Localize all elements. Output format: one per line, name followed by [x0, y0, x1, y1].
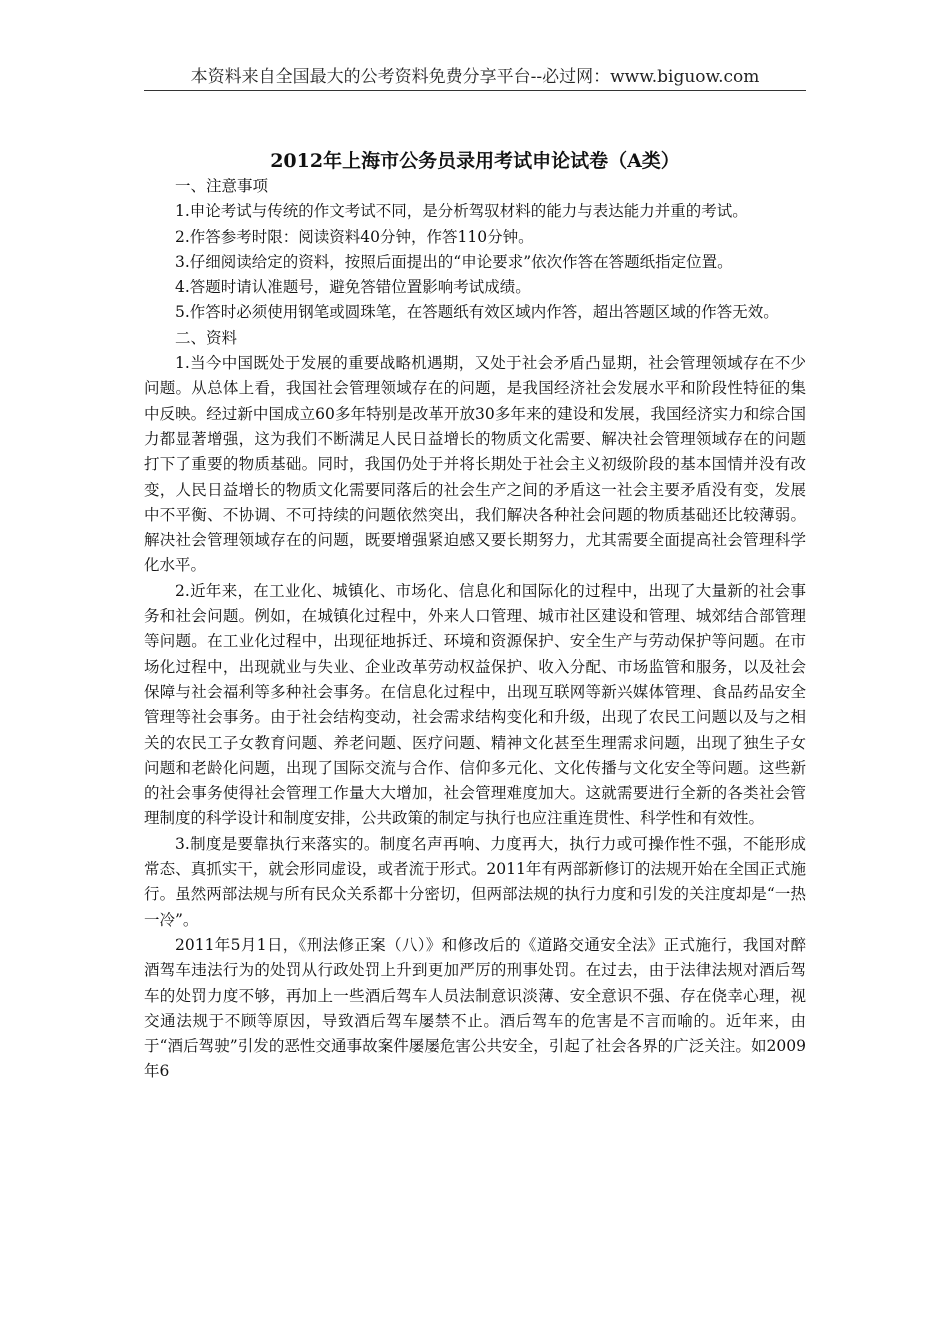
- note-item: 1.申论考试与传统的作文考试不同，是分析驾驭材料的能力与表达能力并重的考试。: [175, 202, 748, 221]
- note-item: 4.答题时请认准题号，避免答错位置影响考试成绩。: [175, 278, 531, 297]
- note-item: 3.仔细阅读给定的资料，按照后面提出的“申论要求”依次作答在答题纸指定位置。: [175, 252, 733, 271]
- note-item: 2.作答参考时限：阅读资料40分钟，作答110分钟。: [175, 227, 534, 246]
- material-paragraph: 2011年5月1日，《刑法修正案（八）》和修改后的《道路交通安全法》正式施行，我国对醉酒驾车违法行为的处罚从行政处罚上升到更加严厉的刑事处罚。在过去，由于法律法规对酒后驾车的处罚力度不够，再加上一些酒后驾车人员法制意识淡薄、安全意识不强、存在侥幸心理，视交通法规于不顾等原因，导致酒后驾车屡禁不止。酒后驾车的危害是不言而喻的。近年来，由于“酒后驾驶”引发的恶性交通事故案件屡屡危害公共安全，引起了社会各界的广泛关注。如2009年6: [144, 935, 806, 1081]
- section-heading-materials: 二、资料: [175, 328, 238, 347]
- material-paragraph: 2.近年来，在工业化、城镇化、市场化、信息化和国际化的过程中，出现了大量新的社会事务和社会问题。例如，在城镇化过程中，外来人口管理、城市社区建设和管理、城郊结合部管理等问题。在工业化过程中，出现征地拆迁、环境和资源保护、安全生产与劳动保护等问题。在市场化过程中，出现就业与失业、企业改革劳动权益保护、收入分配、市场监管和服务，以及社会保障与社会福利等多种社会事务。在信息化过程中，出现互联网等新兴媒体管理、食品药品安全管理等社会事务。由于社会结构变动，社会需求结构变化和升级，出现了农民工问题以及与之相关的农民工子女教育问题、养老问题、医疗问题、精神文化甚至生理需求问题，出现了独生子女问题和老龄化问题，出现了国际交流与合作、信仰多元化、文化传播与文化安全等问题。这些新的社会事务使得社会管理工作量大大增加，社会管理难度加大。这就需要进行全新的各类社会管理制度的科学设计和制度安排，公共政策的制定与执行也应注重连贯性、科学性和有效性。: [144, 581, 806, 828]
- document-body: [144, 174, 806, 1085]
- page-header: 本资料来自全国最大的公考资料免费分享平台--必过网：www.biguow.com: [190, 67, 760, 87]
- header-divider: [144, 90, 806, 91]
- note-item: 5.作答时必须使用钢笔或圆珠笔，在答题纸有效区域内作答，超出答题区域的作答无效。: [175, 303, 779, 322]
- section-heading-notes: 一、注意事项: [175, 177, 269, 195]
- material-paragraph: 1.当今中国既处于发展的重要战略机遇期，又处于社会矛盾凸显期，社会管理领域存在不少问题。从总体上看，我国社会管理领域存在的问题，是我国经济社会发展水平和阶段性特征的集中反映。经过新中国成立60多年特别是改革开放30多年来的建设和发展，我国经济实力和综合国力都显著增强，这为我们不断满足人民日益增长的物质文化需要、解决社会管理领域存在的问题打下了重要的物质基础。同时，我国仍处于并将长期处于社会主义初级阶段的基本国情并没有改变，人民日益增长的物质文化需要同落后的社会生产之间的矛盾这一社会主要矛盾没有变，发展中不平衡、不协调、不可持续的问题依然突出，我们解决各种社会问题的物质基础还比较薄弱。解决社会管理领域存在的问题，既要增强紧迫感又要长期努力，尤其需要全面提高社会管理科学化水平。: [144, 354, 806, 575]
- document-title: 2012年上海市公务员录用考试申论试卷（A类）: [270, 150, 680, 172]
- material-paragraph: 3.制度是要靠执行来落实的。制度名声再响、力度再大，执行力或可操作性不强，不能形成常态、真抓实干，就会形同虚设，或者流于形式。2011年有两部新修订的法规开始在全国正式施行。虽然两部法规与所有民众关系都十分密切，但两部法规的执行力度和引发的关注度却是“一热一冷”。: [144, 834, 806, 929]
